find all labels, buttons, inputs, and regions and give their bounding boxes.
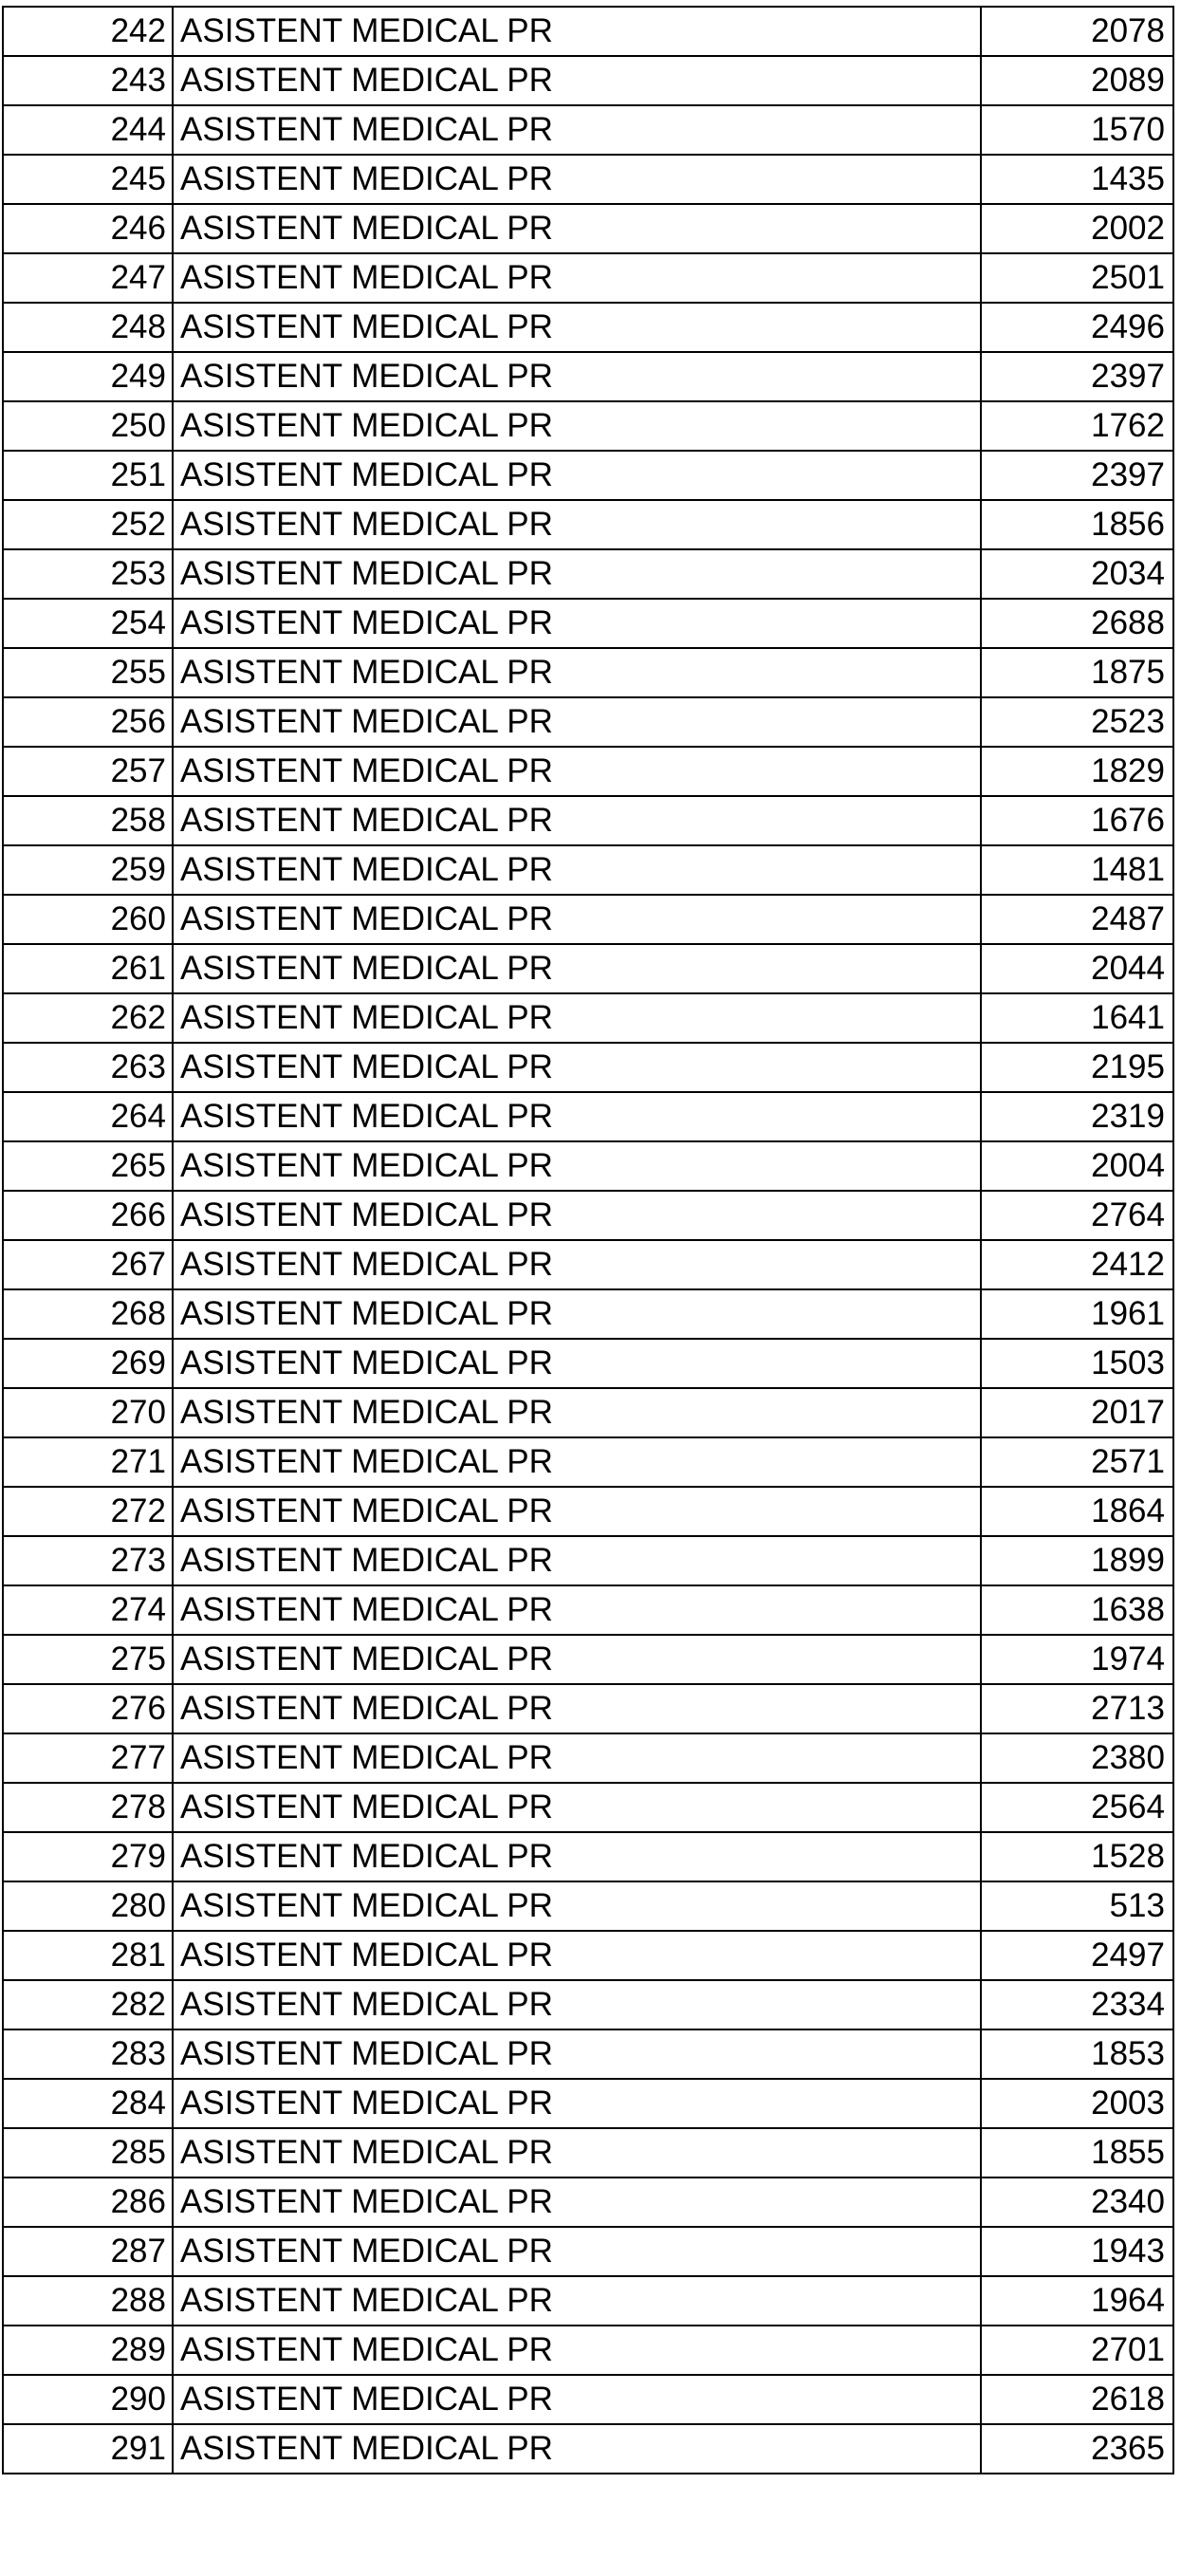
table-row xyxy=(3,1141,1173,1191)
table-row xyxy=(3,1289,1173,1339)
row-number-cell: 281 xyxy=(3,1931,173,1980)
row-number-cell: 270 xyxy=(3,1388,173,1437)
table-row xyxy=(3,599,1173,648)
position-name-cell: ASISTENT MEDICAL PR xyxy=(173,303,981,352)
table-row xyxy=(3,253,1173,303)
row-number-cell: 260 xyxy=(3,895,173,944)
row-number-cell: 283 xyxy=(3,2029,173,2079)
position-name-cell: ASISTENT MEDICAL PR xyxy=(173,944,981,993)
value-cell: 2078 xyxy=(981,7,1173,56)
table-row xyxy=(3,1635,1173,1684)
value-cell: 2044 xyxy=(981,944,1173,993)
table-row xyxy=(3,500,1173,549)
position-name-cell: ASISTENT MEDICAL PR xyxy=(173,500,981,549)
row-number-cell: 251 xyxy=(3,451,173,500)
position-name-cell: ASISTENT MEDICAL PR xyxy=(173,1783,981,1832)
position-name-cell: ASISTENT MEDICAL PR xyxy=(173,1388,981,1437)
row-number-cell: 271 xyxy=(3,1437,173,1487)
table-row xyxy=(3,1437,1173,1487)
row-number-cell: 264 xyxy=(3,1092,173,1141)
row-number-cell: 266 xyxy=(3,1191,173,1240)
value-cell: 1829 xyxy=(981,747,1173,796)
value-cell: 2397 xyxy=(981,451,1173,500)
row-number-cell: 288 xyxy=(3,2276,173,2326)
value-cell: 2487 xyxy=(981,895,1173,944)
row-number-cell: 287 xyxy=(3,2227,173,2276)
value-cell: 1762 xyxy=(981,401,1173,451)
value-cell: 2380 xyxy=(981,1733,1173,1783)
position-name-cell: ASISTENT MEDICAL PR xyxy=(173,56,981,105)
row-number-cell: 269 xyxy=(3,1339,173,1388)
value-cell: 1964 xyxy=(981,2276,1173,2326)
position-name-cell: ASISTENT MEDICAL PR xyxy=(173,1289,981,1339)
position-name-cell: ASISTENT MEDICAL PR xyxy=(173,796,981,845)
value-cell: 1435 xyxy=(981,155,1173,204)
value-cell: 1528 xyxy=(981,1832,1173,1881)
value-cell: 2412 xyxy=(981,1240,1173,1289)
value-cell: 2497 xyxy=(981,1931,1173,1980)
table-row xyxy=(3,697,1173,747)
row-number-cell: 246 xyxy=(3,204,173,253)
table-row xyxy=(3,895,1173,944)
position-name-cell: ASISTENT MEDICAL PR xyxy=(173,253,981,303)
value-cell: 1875 xyxy=(981,648,1173,697)
table-row xyxy=(3,2375,1173,2424)
row-number-cell: 278 xyxy=(3,1783,173,1832)
row-number-cell: 279 xyxy=(3,1832,173,1881)
value-cell: 2003 xyxy=(981,2079,1173,2128)
value-cell: 1503 xyxy=(981,1339,1173,1388)
value-cell: 1853 xyxy=(981,2029,1173,2079)
value-cell: 2496 xyxy=(981,303,1173,352)
table-row xyxy=(3,944,1173,993)
position-name-cell: ASISTENT MEDICAL PR xyxy=(173,2326,981,2375)
value-cell: 1676 xyxy=(981,796,1173,845)
table-row xyxy=(3,845,1173,895)
row-number-cell: 261 xyxy=(3,944,173,993)
table-row xyxy=(3,1931,1173,1980)
position-name-cell: ASISTENT MEDICAL PR xyxy=(173,1092,981,1141)
table-row xyxy=(3,1487,1173,1536)
table-row xyxy=(3,401,1173,451)
table-row xyxy=(3,2029,1173,2079)
table-row xyxy=(3,993,1173,1043)
table-row xyxy=(3,1092,1173,1141)
position-name-cell: ASISTENT MEDICAL PR xyxy=(173,204,981,253)
position-name-cell: ASISTENT MEDICAL PR xyxy=(173,1931,981,1980)
position-name-cell: ASISTENT MEDICAL PR xyxy=(173,1585,981,1635)
value-cell: 2564 xyxy=(981,1783,1173,1832)
value-cell: 513 xyxy=(981,1881,1173,1931)
row-number-cell: 280 xyxy=(3,1881,173,1931)
position-name-cell: ASISTENT MEDICAL PR xyxy=(173,747,981,796)
table-row xyxy=(3,796,1173,845)
value-cell: 2340 xyxy=(981,2178,1173,2227)
position-name-cell: ASISTENT MEDICAL PR xyxy=(173,2375,981,2424)
position-name-cell: ASISTENT MEDICAL PR xyxy=(173,7,981,56)
position-name-cell: ASISTENT MEDICAL PR xyxy=(173,1733,981,1783)
position-name-cell: ASISTENT MEDICAL PR xyxy=(173,1832,981,1881)
value-cell: 1943 xyxy=(981,2227,1173,2276)
row-number-cell: 265 xyxy=(3,1141,173,1191)
row-number-cell: 262 xyxy=(3,993,173,1043)
row-number-cell: 272 xyxy=(3,1487,173,1536)
position-name-cell: ASISTENT MEDICAL PR xyxy=(173,1141,981,1191)
table-row xyxy=(3,155,1173,204)
row-number-cell: 248 xyxy=(3,303,173,352)
position-name-cell: ASISTENT MEDICAL PR xyxy=(173,2079,981,2128)
row-number-cell: 247 xyxy=(3,253,173,303)
table-row xyxy=(3,2326,1173,2375)
value-cell: 1856 xyxy=(981,500,1173,549)
position-name-cell: ASISTENT MEDICAL PR xyxy=(173,1437,981,1487)
position-name-cell: ASISTENT MEDICAL PR xyxy=(173,845,981,895)
value-cell: 2618 xyxy=(981,2375,1173,2424)
value-cell: 2571 xyxy=(981,1437,1173,1487)
position-name-cell: ASISTENT MEDICAL PR xyxy=(173,895,981,944)
row-number-cell: 243 xyxy=(3,56,173,105)
position-name-cell: ASISTENT MEDICAL PR xyxy=(173,2227,981,2276)
row-number-cell: 258 xyxy=(3,796,173,845)
table-row xyxy=(3,303,1173,352)
row-number-cell: 253 xyxy=(3,549,173,599)
value-cell: 2034 xyxy=(981,549,1173,599)
row-number-cell: 284 xyxy=(3,2079,173,2128)
row-number-cell: 256 xyxy=(3,697,173,747)
row-number-cell: 252 xyxy=(3,500,173,549)
position-name-cell: ASISTENT MEDICAL PR xyxy=(173,2178,981,2227)
value-cell: 2713 xyxy=(981,1684,1173,1733)
value-cell: 2397 xyxy=(981,352,1173,401)
table-row xyxy=(3,1240,1173,1289)
position-name-cell: ASISTENT MEDICAL PR xyxy=(173,993,981,1043)
row-number-cell: 268 xyxy=(3,1289,173,1339)
value-cell: 1570 xyxy=(981,105,1173,155)
position-name-cell: ASISTENT MEDICAL PR xyxy=(173,2424,981,2474)
table-row xyxy=(3,1783,1173,1832)
row-number-cell: 249 xyxy=(3,352,173,401)
staff-table xyxy=(2,6,1174,2474)
value-cell: 1638 xyxy=(981,1585,1173,1635)
position-name-cell: ASISTENT MEDICAL PR xyxy=(173,648,981,697)
row-number-cell: 275 xyxy=(3,1635,173,1684)
table-row xyxy=(3,2276,1173,2326)
position-name-cell: ASISTENT MEDICAL PR xyxy=(173,599,981,648)
table-row xyxy=(3,1536,1173,1585)
row-number-cell: 289 xyxy=(3,2326,173,2375)
row-number-cell: 257 xyxy=(3,747,173,796)
row-number-cell: 263 xyxy=(3,1043,173,1092)
position-name-cell: ASISTENT MEDICAL PR xyxy=(173,2128,981,2178)
row-number-cell: 274 xyxy=(3,1585,173,1635)
row-number-cell: 290 xyxy=(3,2375,173,2424)
value-cell: 2501 xyxy=(981,253,1173,303)
position-name-cell: ASISTENT MEDICAL PR xyxy=(173,2276,981,2326)
table-row xyxy=(3,1881,1173,1931)
position-name-cell: ASISTENT MEDICAL PR xyxy=(173,401,981,451)
table-row xyxy=(3,451,1173,500)
row-number-cell: 273 xyxy=(3,1536,173,1585)
position-name-cell: ASISTENT MEDICAL PR xyxy=(173,1881,981,1931)
table-row xyxy=(3,56,1173,105)
value-cell: 2701 xyxy=(981,2326,1173,2375)
table-row xyxy=(3,1388,1173,1437)
table-row xyxy=(3,7,1173,56)
position-name-cell: ASISTENT MEDICAL PR xyxy=(173,549,981,599)
position-name-cell: ASISTENT MEDICAL PR xyxy=(173,105,981,155)
table-row xyxy=(3,1733,1173,1783)
row-number-cell: 255 xyxy=(3,648,173,697)
value-cell: 2334 xyxy=(981,1980,1173,2029)
value-cell: 1961 xyxy=(981,1289,1173,1339)
value-cell: 2523 xyxy=(981,697,1173,747)
table-row xyxy=(3,648,1173,697)
row-number-cell: 254 xyxy=(3,599,173,648)
position-name-cell: ASISTENT MEDICAL PR xyxy=(173,2029,981,2079)
table-row xyxy=(3,1684,1173,1733)
table-row xyxy=(3,549,1173,599)
row-number-cell: 291 xyxy=(3,2424,173,2474)
row-number-cell: 286 xyxy=(3,2178,173,2227)
table-row xyxy=(3,105,1173,155)
value-cell: 2017 xyxy=(981,1388,1173,1437)
row-number-cell: 267 xyxy=(3,1240,173,1289)
table-row xyxy=(3,2178,1173,2227)
position-name-cell: ASISTENT MEDICAL PR xyxy=(173,352,981,401)
table-row xyxy=(3,1043,1173,1092)
table-row xyxy=(3,1191,1173,1240)
position-name-cell: ASISTENT MEDICAL PR xyxy=(173,697,981,747)
position-name-cell: ASISTENT MEDICAL PR xyxy=(173,1339,981,1388)
table-row xyxy=(3,2424,1173,2474)
table-row xyxy=(3,352,1173,401)
row-number-cell: 282 xyxy=(3,1980,173,2029)
position-name-cell: ASISTENT MEDICAL PR xyxy=(173,155,981,204)
row-number-cell: 244 xyxy=(3,105,173,155)
row-number-cell: 259 xyxy=(3,845,173,895)
value-cell: 1864 xyxy=(981,1487,1173,1536)
value-cell: 2002 xyxy=(981,204,1173,253)
value-cell: 1899 xyxy=(981,1536,1173,1585)
value-cell: 2365 xyxy=(981,2424,1173,2474)
row-number-cell: 276 xyxy=(3,1684,173,1733)
value-cell: 2688 xyxy=(981,599,1173,648)
row-number-cell: 245 xyxy=(3,155,173,204)
staff-table-body xyxy=(3,7,1173,2474)
row-number-cell: 242 xyxy=(3,7,173,56)
table-row xyxy=(3,1339,1173,1388)
row-number-cell: 250 xyxy=(3,401,173,451)
position-name-cell: ASISTENT MEDICAL PR xyxy=(173,1487,981,1536)
value-cell: 2764 xyxy=(981,1191,1173,1240)
value-cell: 1855 xyxy=(981,2128,1173,2178)
position-name-cell: ASISTENT MEDICAL PR xyxy=(173,451,981,500)
position-name-cell: ASISTENT MEDICAL PR xyxy=(173,1191,981,1240)
table-row xyxy=(3,1832,1173,1881)
row-number-cell: 277 xyxy=(3,1733,173,1783)
row-number-cell: 285 xyxy=(3,2128,173,2178)
value-cell: 2195 xyxy=(981,1043,1173,1092)
value-cell: 2004 xyxy=(981,1141,1173,1191)
table-row xyxy=(3,1980,1173,2029)
table-row xyxy=(3,747,1173,796)
position-name-cell: ASISTENT MEDICAL PR xyxy=(173,1240,981,1289)
value-cell: 1974 xyxy=(981,1635,1173,1684)
value-cell: 1641 xyxy=(981,993,1173,1043)
value-cell: 1481 xyxy=(981,845,1173,895)
position-name-cell: ASISTENT MEDICAL PR xyxy=(173,1536,981,1585)
value-cell: 2089 xyxy=(981,56,1173,105)
position-name-cell: ASISTENT MEDICAL PR xyxy=(173,1635,981,1684)
position-name-cell: ASISTENT MEDICAL PR xyxy=(173,1980,981,2029)
value-cell: 2319 xyxy=(981,1092,1173,1141)
position-name-cell: ASISTENT MEDICAL PR xyxy=(173,1684,981,1733)
table-row xyxy=(3,2128,1173,2178)
table-row xyxy=(3,2079,1173,2128)
table-row xyxy=(3,204,1173,253)
position-name-cell: ASISTENT MEDICAL PR xyxy=(173,1043,981,1092)
table-row xyxy=(3,2227,1173,2276)
table-row xyxy=(3,1585,1173,1635)
